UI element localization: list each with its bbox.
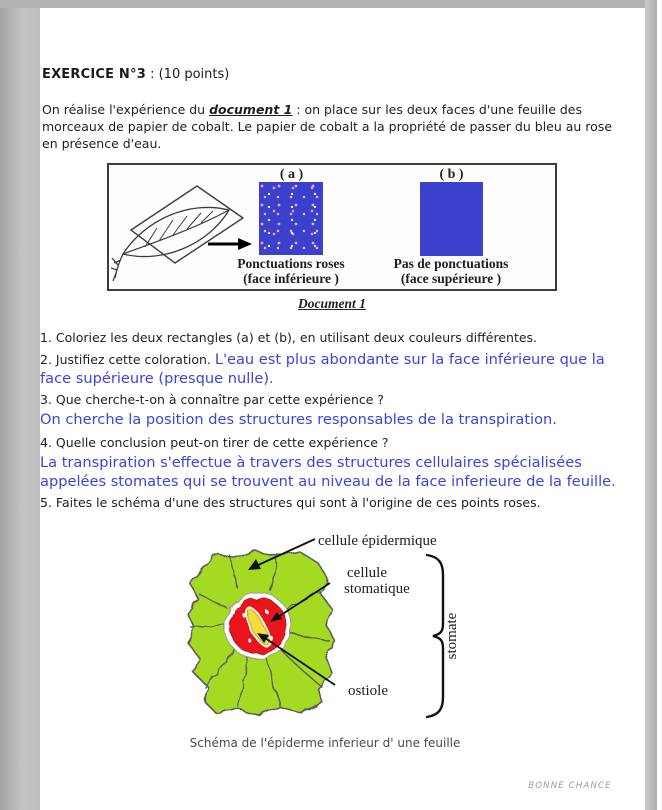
intro-text-post: : on place sur les deux faces d'une feuille des morceaux de papier de cobalt. Le papier de cobalt a la propriété de passer du bleu au rose en présence d'eau. bbox=[42, 102, 613, 151]
rect-a-speckled bbox=[259, 182, 323, 255]
intro-paragraph bbox=[42, 101, 630, 152]
answer-4: La transpiration s'effectue à travers des structures cellulaires spécialisées appelées stomates qui se trouvent au niveau de la face inferieure de la feuille. bbox=[40, 454, 616, 490]
questions-block bbox=[40, 329, 636, 511]
answer-3: On cherche la position des structures responsables de la transpiration. bbox=[40, 411, 557, 428]
scan-left-shadow bbox=[0, 0, 40, 810]
answer-2: L'eau est plus abondante sur la face inférieure que la face supérieure (presque nulle). bbox=[40, 351, 605, 387]
label-ostiole: ostiole bbox=[348, 683, 388, 699]
leaf-midrib bbox=[123, 210, 229, 254]
question-2-line bbox=[40, 350, 636, 388]
exercise-title-points: : (10 points) bbox=[145, 67, 230, 82]
intro-text-pre: On réalise l'expérience du bbox=[42, 102, 210, 117]
rect-a-caption-line2: (face inférieure ) bbox=[243, 271, 339, 286]
rect-b-caption-line1: Pas de ponctuations bbox=[393, 256, 509, 271]
scan-right-shadow bbox=[645, 0, 657, 810]
rect-a-caption-line1: Ponctuations roses bbox=[237, 256, 345, 271]
exercise-title bbox=[42, 67, 229, 82]
exercise-title-number: EXERCICE N°3 bbox=[42, 67, 146, 82]
label-stomatic-cell-line2: stomatique bbox=[344, 581, 410, 597]
label-stomate: stomate bbox=[444, 612, 460, 660]
stoma-diagram-svg bbox=[160, 521, 482, 735]
rect-b-caption-line2: (face supérieure ) bbox=[400, 271, 502, 286]
leaf-stem bbox=[111, 254, 123, 281]
rect-b-label: ( b ) bbox=[439, 167, 464, 182]
question-4: 4. Quelle conclusion peut-on tirer de cette expérience ? bbox=[40, 435, 389, 450]
rect-b-solid bbox=[420, 182, 483, 256]
arrow-head bbox=[238, 238, 252, 250]
stomate-brace bbox=[427, 555, 443, 717]
leaf-outline bbox=[123, 207, 229, 256]
label-stomatic-cell-line1: cellule bbox=[347, 565, 387, 581]
stoma-diagram bbox=[160, 521, 482, 735]
intro-document-ref: document 1 bbox=[209, 102, 293, 117]
label-epidermal-cell: cellule épidermique bbox=[318, 533, 437, 549]
experiment-figure bbox=[107, 163, 557, 291]
document-1-label: Document 1 bbox=[298, 296, 366, 311]
rect-a-label: ( a ) bbox=[279, 167, 304, 182]
rect-a-caption bbox=[222, 256, 360, 286]
rect-b-caption bbox=[381, 256, 521, 286]
question-5: 5. Faites le schéma d'une des structures qui sont à l'origine de ces points roses. bbox=[40, 495, 541, 510]
question-1: 1. Coloriez les deux rectangles (a) et (b), en utilisant deux couleurs différentes. bbox=[40, 330, 538, 345]
diagram-caption: Schéma de l'épiderme inferieur d' une feuille bbox=[189, 736, 461, 750]
question-2: 2. Justifiez cette coloration. bbox=[40, 352, 215, 367]
question-3: 3. Que cherche-t-on à connaître par cette expérience ? bbox=[40, 392, 385, 407]
cobalt-paper-outline bbox=[131, 186, 243, 263]
good-luck-note: BONNE CHANCE bbox=[528, 781, 612, 791]
scan-top-shadow bbox=[0, 0, 657, 8]
